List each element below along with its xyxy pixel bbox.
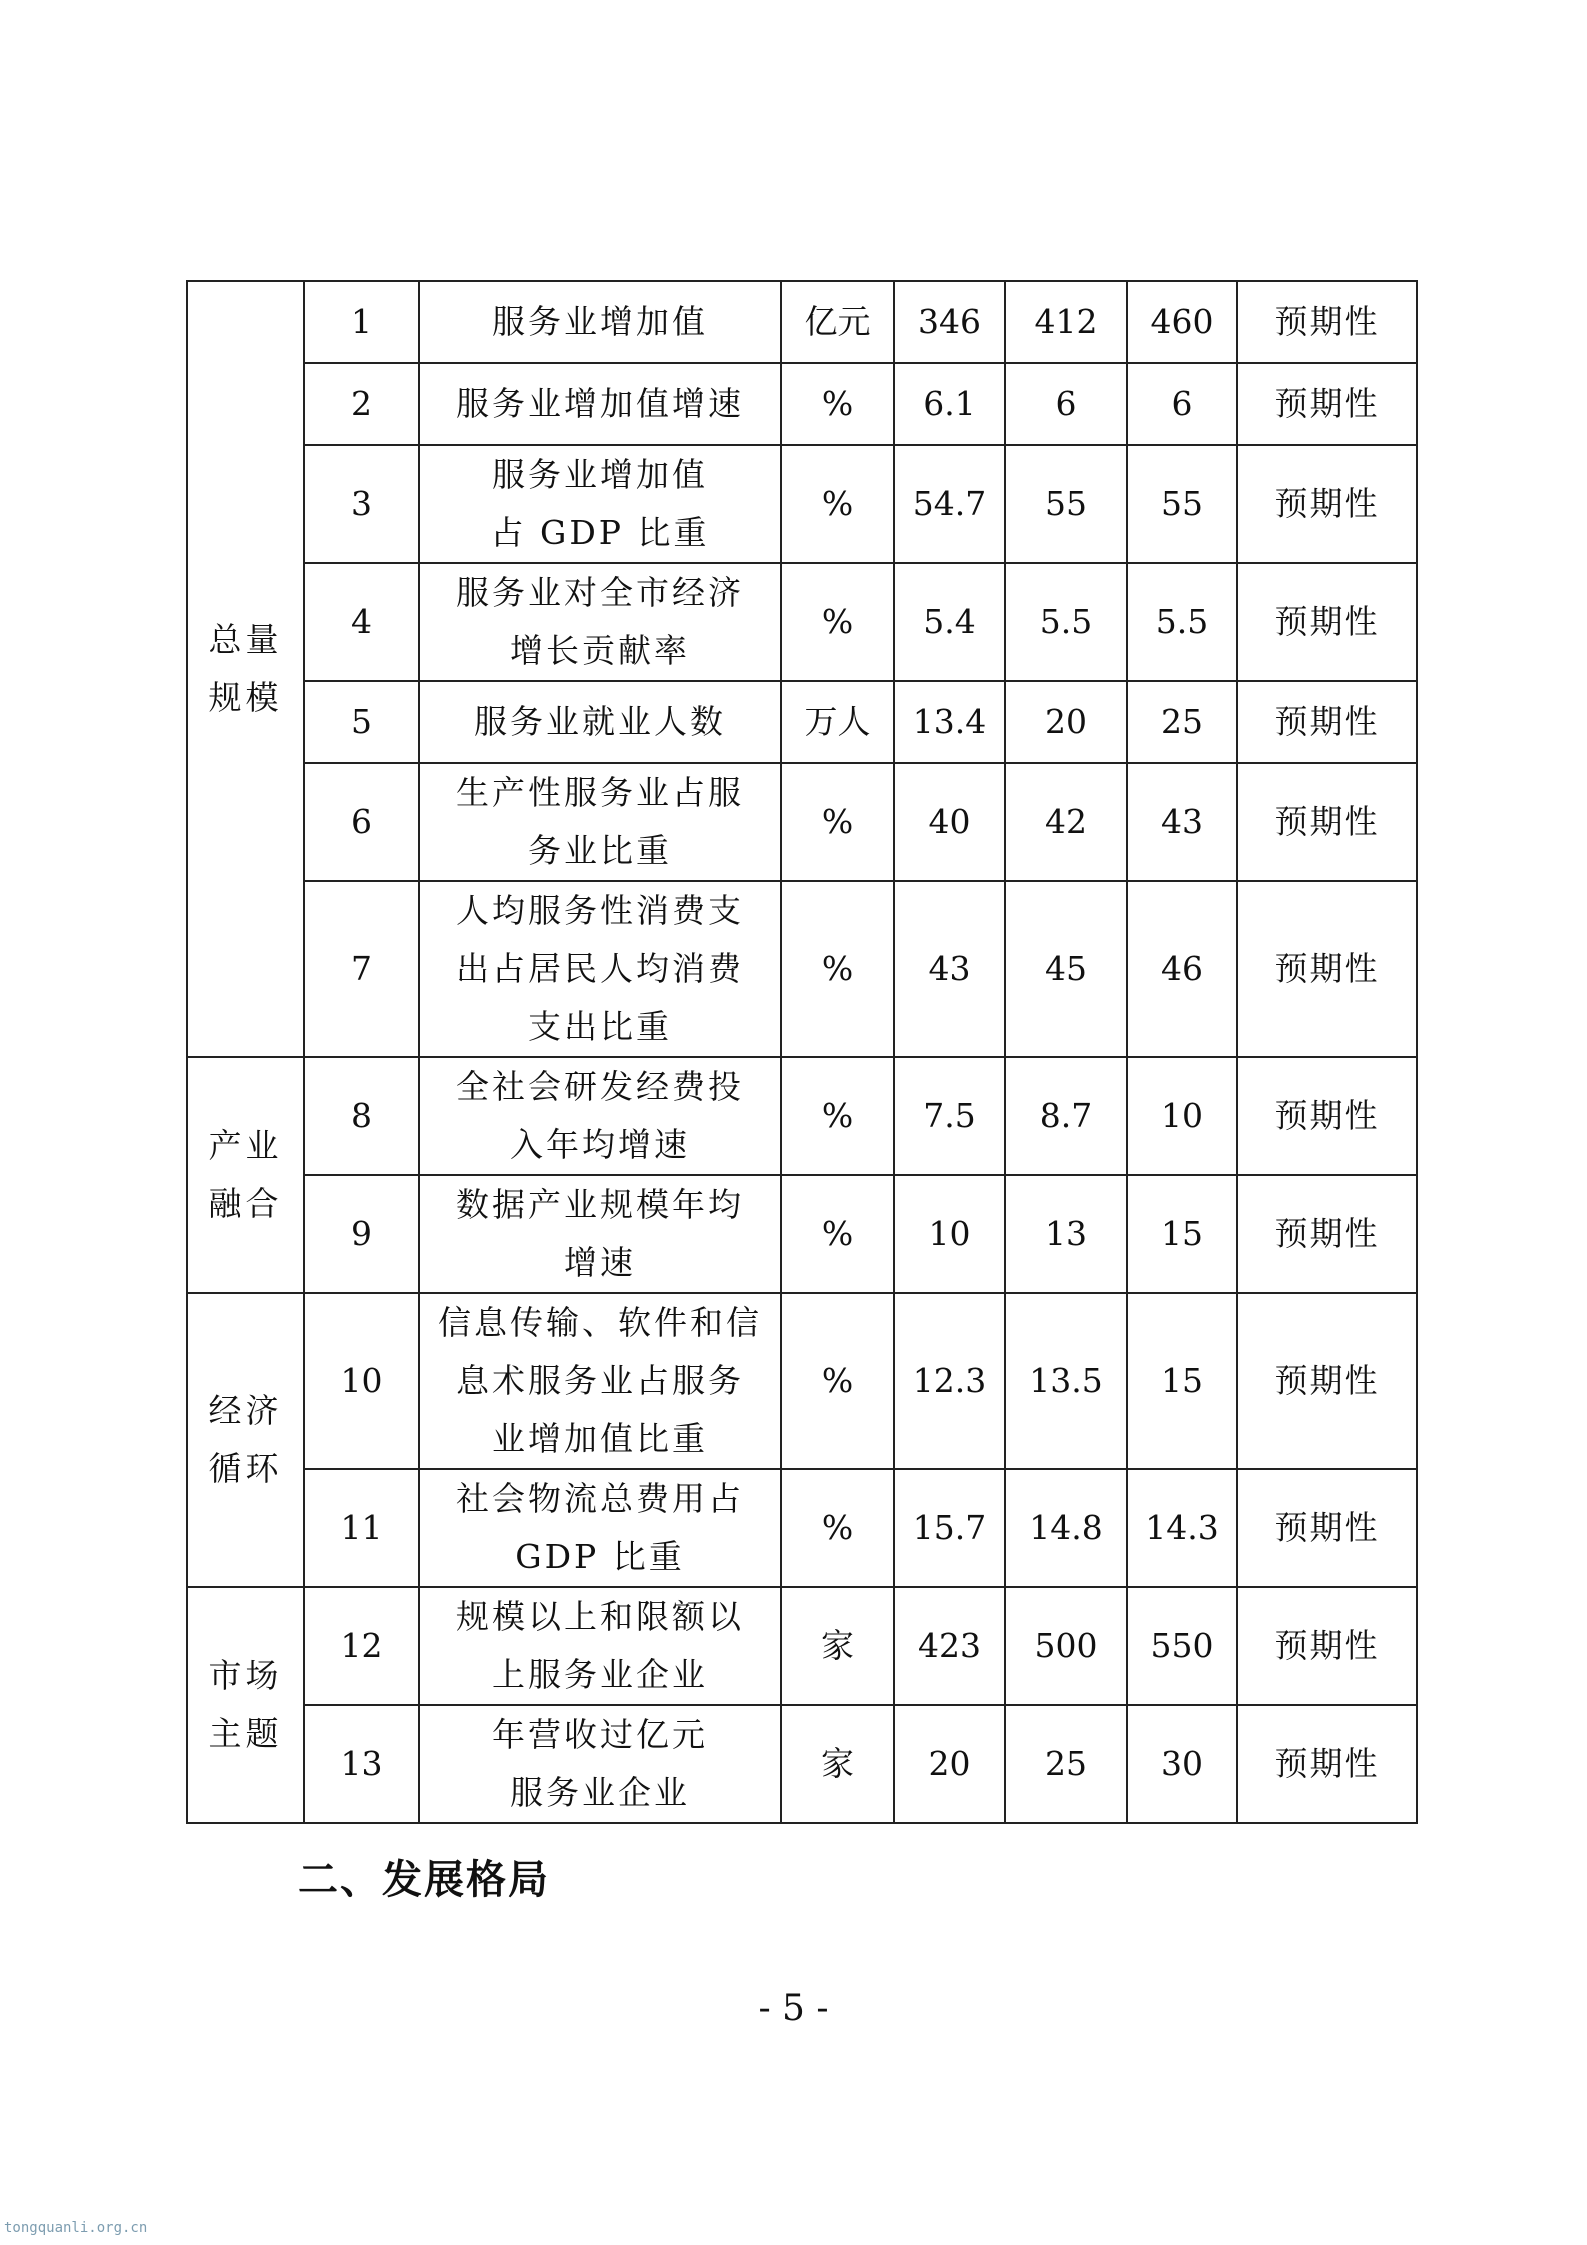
value-cell: 55 xyxy=(1127,445,1237,563)
row-number: 4 xyxy=(304,563,419,681)
table-row xyxy=(187,363,1417,445)
value-cell: 14.3 xyxy=(1127,1469,1237,1587)
indicator-name-line: 年营收过亿元 xyxy=(492,1715,708,1754)
indicator-name-line: 入年均增速 xyxy=(510,1125,690,1164)
unit-cell: % xyxy=(781,881,894,1057)
row-number: 3 xyxy=(304,445,419,563)
indicator-name xyxy=(419,1293,781,1469)
indicator-name-line: 规模以上和限额以 xyxy=(456,1597,744,1636)
value-cell: 6 xyxy=(1127,363,1237,445)
value-cell: 30 xyxy=(1127,1705,1237,1823)
value-cell: 6.1 xyxy=(894,363,1005,445)
row-number: 5 xyxy=(304,681,419,763)
value-cell: 550 xyxy=(1127,1587,1237,1705)
value-cell: 12.3 xyxy=(894,1293,1005,1469)
unit-cell: 万人 xyxy=(781,681,894,763)
row-number: 6 xyxy=(304,763,419,881)
indicator-name xyxy=(419,1705,781,1823)
unit-cell: % xyxy=(781,1293,894,1469)
row-number: 12 xyxy=(304,1587,419,1705)
category-label: 主题 xyxy=(208,1714,283,1753)
category-label: 规模 xyxy=(208,678,283,717)
value-cell: 412 xyxy=(1005,281,1127,363)
value-cell: 15 xyxy=(1127,1293,1237,1469)
attribute-cell: 预期性 xyxy=(1237,763,1417,881)
attribute-cell: 预期性 xyxy=(1237,1175,1417,1293)
value-cell: 14.8 xyxy=(1005,1469,1127,1587)
indicator-name xyxy=(419,1469,781,1587)
table-row xyxy=(187,1057,1417,1175)
table-row xyxy=(187,1293,1417,1469)
indicator-name-line: 服务业增加值 xyxy=(492,455,708,494)
value-cell: 45 xyxy=(1005,881,1127,1057)
value-cell: 40 xyxy=(894,763,1005,881)
table-row xyxy=(187,281,1417,363)
attribute-cell: 预期性 xyxy=(1237,881,1417,1057)
indicator-name xyxy=(419,445,781,563)
indicator-name-line: 社会物流总费用占 xyxy=(456,1479,744,1518)
watermark: tongquanli.org.cn xyxy=(4,2220,148,2236)
table-row xyxy=(187,763,1417,881)
unit-cell: % xyxy=(781,1175,894,1293)
category-label: 市场 xyxy=(208,1656,283,1695)
page-number: - 5 - xyxy=(758,1988,829,2029)
category-label: 总量 xyxy=(208,620,283,659)
row-number: 13 xyxy=(304,1705,419,1823)
value-cell: 25 xyxy=(1005,1705,1127,1823)
unit-cell: 家 xyxy=(781,1705,894,1823)
indicator-name-line: 增长贡献率 xyxy=(510,631,690,670)
indicator-name-line: 务业比重 xyxy=(528,831,672,870)
indicator-name-line: 息术服务业占服务 xyxy=(456,1361,744,1400)
table-row xyxy=(187,445,1417,563)
indicator-name-line: 服务业增加值增速 xyxy=(456,384,744,423)
value-cell: 6 xyxy=(1005,363,1127,445)
unit-cell: % xyxy=(781,1057,894,1175)
attribute-cell: 预期性 xyxy=(1237,1587,1417,1705)
row-number: 2 xyxy=(304,363,419,445)
indicator-name-line: 数据产业规模年均 xyxy=(456,1185,744,1224)
indicator-name xyxy=(419,881,781,1057)
indicator-name xyxy=(419,681,781,763)
value-cell: 15 xyxy=(1127,1175,1237,1293)
value-cell: 7.5 xyxy=(894,1057,1005,1175)
category-label: 产业 xyxy=(208,1126,283,1165)
row-number: 8 xyxy=(304,1057,419,1175)
attribute-cell: 预期性 xyxy=(1237,363,1417,445)
category-cell xyxy=(187,1587,304,1823)
indicator-name-line: 生产性服务业占服 xyxy=(456,773,744,812)
row-number: 1 xyxy=(304,281,419,363)
indicator-name-line: 支出比重 xyxy=(528,1007,672,1046)
attribute-cell: 预期性 xyxy=(1237,281,1417,363)
table-row xyxy=(187,563,1417,681)
indicator-name-line: 全社会研发经费投 xyxy=(456,1067,744,1106)
table-row xyxy=(187,681,1417,763)
row-number: 11 xyxy=(304,1469,419,1587)
value-cell: 423 xyxy=(894,1587,1005,1705)
indicator-name-line: 上服务业企业 xyxy=(492,1655,708,1694)
value-cell: 43 xyxy=(894,881,1005,1057)
value-cell: 5.4 xyxy=(894,563,1005,681)
value-cell: 346 xyxy=(894,281,1005,363)
attribute-cell: 预期性 xyxy=(1237,681,1417,763)
attribute-cell: 预期性 xyxy=(1237,1293,1417,1469)
attribute-cell: 预期性 xyxy=(1237,445,1417,563)
row-number: 10 xyxy=(304,1293,419,1469)
category-cell xyxy=(187,1293,304,1587)
value-cell: 20 xyxy=(1005,681,1127,763)
indicator-name xyxy=(419,1587,781,1705)
category-cell xyxy=(187,1057,304,1293)
value-cell: 10 xyxy=(1127,1057,1237,1175)
table-row xyxy=(187,1175,1417,1293)
value-cell: 500 xyxy=(1005,1587,1127,1705)
indicator-name-line: 业增加值比重 xyxy=(492,1419,708,1458)
indicator-name-line: 服务业对全市经济 xyxy=(456,573,744,612)
indicator-name xyxy=(419,363,781,445)
table-row xyxy=(187,1587,1417,1705)
attribute-cell: 预期性 xyxy=(1237,1057,1417,1175)
table-row xyxy=(187,1469,1417,1587)
category-label: 经济 xyxy=(208,1391,283,1430)
value-cell: 20 xyxy=(894,1705,1005,1823)
category-label: 循环 xyxy=(208,1449,283,1488)
unit-cell: % xyxy=(781,1469,894,1587)
indicator-name-line: 增速 xyxy=(564,1243,636,1282)
indicator-name xyxy=(419,281,781,363)
attribute-cell: 预期性 xyxy=(1237,1705,1417,1823)
value-cell: 13 xyxy=(1005,1175,1127,1293)
indicator-name xyxy=(419,763,781,881)
unit-cell: 亿元 xyxy=(781,281,894,363)
value-cell: 54.7 xyxy=(894,445,1005,563)
value-cell: 46 xyxy=(1127,881,1237,1057)
value-cell: 43 xyxy=(1127,763,1237,881)
indicator-name xyxy=(419,1057,781,1175)
attribute-cell: 预期性 xyxy=(1237,1469,1417,1587)
category-cell xyxy=(187,281,304,1057)
value-cell: 13.5 xyxy=(1005,1293,1127,1469)
indicator-name-line: 信息传输、软件和信 xyxy=(438,1303,762,1342)
value-cell: 5.5 xyxy=(1005,563,1127,681)
table-row xyxy=(187,1705,1417,1823)
row-number: 9 xyxy=(304,1175,419,1293)
value-cell: 10 xyxy=(894,1175,1005,1293)
unit-cell: % xyxy=(781,563,894,681)
value-cell: 42 xyxy=(1005,763,1127,881)
unit-cell: % xyxy=(781,763,894,881)
value-cell: 460 xyxy=(1127,281,1237,363)
unit-cell: % xyxy=(781,445,894,563)
value-cell: 25 xyxy=(1127,681,1237,763)
value-cell: 8.7 xyxy=(1005,1057,1127,1175)
indicator-table xyxy=(186,280,1418,1824)
indicator-name-line: 服务业企业 xyxy=(510,1773,690,1812)
value-cell: 5.5 xyxy=(1127,563,1237,681)
category-label: 融合 xyxy=(208,1184,283,1223)
value-cell: 13.4 xyxy=(894,681,1005,763)
section-heading: 二、发展格局 xyxy=(298,1857,550,1903)
indicator-name xyxy=(419,563,781,681)
value-cell: 55 xyxy=(1005,445,1127,563)
indicator-name-line: 占 GDP 比重 xyxy=(490,513,710,552)
value-cell: 15.7 xyxy=(894,1469,1005,1587)
attribute-cell: 预期性 xyxy=(1237,563,1417,681)
indicator-name-line: 出占居民人均消费 xyxy=(456,949,744,988)
indicator-name-line: 服务业就业人数 xyxy=(474,702,726,741)
indicator-name-line: GDP 比重 xyxy=(515,1537,685,1576)
unit-cell: % xyxy=(781,363,894,445)
indicator-name-line: 服务业增加值 xyxy=(492,302,708,341)
table-row xyxy=(187,881,1417,1057)
indicator-name xyxy=(419,1175,781,1293)
unit-cell: 家 xyxy=(781,1587,894,1705)
row-number: 7 xyxy=(304,881,419,1057)
indicator-name-line: 人均服务性消费支 xyxy=(456,891,744,930)
